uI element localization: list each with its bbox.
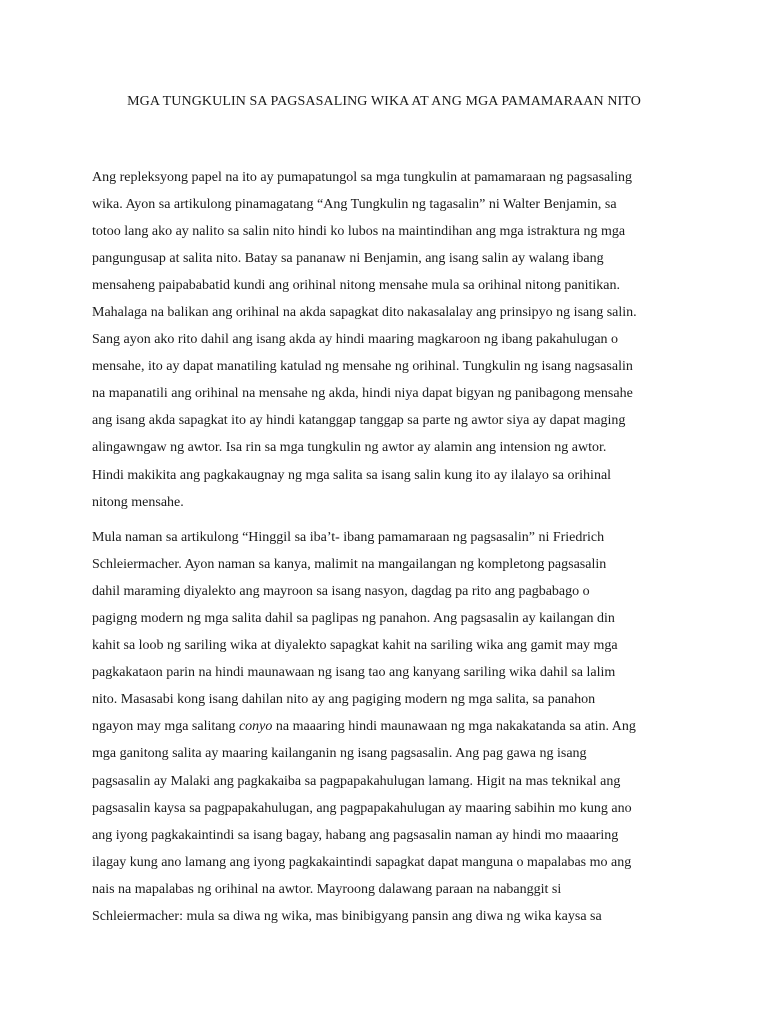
text-line: Sang ayon ako rito dahil ang isang akda ay hindi maaring magkaroon ng ibang pakahulugan o (92, 332, 619, 348)
text-line: pagsasalin ay Malaki ang pagkakaiba sa pagpapakahulugan lamang. Higit na mas teknikal ang (92, 773, 621, 789)
text-line: ang isang akda sapagkat ito ay hindi katanggap tanggap sa parte ng awtor siya ay dapat maging (92, 413, 626, 429)
text-line-with-italic (92, 713, 690, 740)
text-line: Hindi makikita ang pagkakaugnay ng mga salita sa isang salin kung ito ay ilalayo sa orihinal (92, 467, 612, 483)
text-run: na maaaring hindi maunawaan ng mga nakakatanda sa atin. Ang (272, 719, 636, 735)
paragraph-1 (92, 164, 690, 516)
document-title: MGA TUNGKULIN SA PAGSASALING WIKA AT ANG MGA PAMAMARAAN NITO (127, 94, 641, 109)
text-line: nais na mapalabas ng orihinal na awtor. Mayroong dalawang paraan na nabanggit si (92, 881, 562, 897)
text-line: pagkakataon parin na hindi maunawaan ng isang tao ang kanyang sariling wika dahil sa lalim (92, 665, 616, 681)
text-line: Ang repleksyong papel na ito ay pumapatungol sa mga tungkulin at pamamaraan ng pagsasaling (92, 170, 633, 185)
text-line: Schleiermacher: mula sa diwa ng wika, mas binibigyang pansin ang diwa ng wika kaysa sa (92, 908, 602, 924)
text-line: pagigng modern ng mga salita dahil sa paglipas ng panahon. Ang pagsasalin ay kailangan din (92, 611, 615, 627)
text-line: totoo lang ako ay nalito sa salin nito hindi ko lubos na maintindihan ang mga istraktura ng mga (92, 224, 626, 240)
text-line: nitong mensahe. (92, 494, 184, 510)
text-line: pangungusap at salita nito. Batay sa pananaw ni Benjamin, ang isang salin ay walang ibang (92, 251, 604, 267)
text-line: Schleiermacher. Ayon naman sa kanya, malimit na mangailangan ng kompletong pagsasalin (92, 557, 607, 573)
italic-word: conyo (238, 719, 273, 735)
text-line: Mahalaga na balikan ang orihinal na akda sapagkat dito nakasalalay ang prinsipyo ng isang salin. (92, 305, 637, 321)
document-body (92, 164, 690, 938)
text-line: mga ganitong salita ay maaring kailanganin ng isang pagsasalin. Ang pag gawa ng isang (92, 746, 587, 762)
text-line: alingawngaw ng awtor. Isa rin sa mga tungkulin ng awtor ay alamin ang intension ng awtor. (92, 440, 607, 456)
text-line: kahit sa loob ng sariling wika at diyalekto sapagkat kahit na sariling wika ang gamit may mga (92, 638, 618, 654)
text-line: dahil maraming diyalekto ang mayroon sa isang nasyon, dagdag pa rito ang pagbabago o (92, 584, 590, 600)
text-line: ang iyong pagkakaintindi sa isang bagay, habang ang pagsasalin naman ay hindi mo maaaring (92, 827, 619, 843)
text-line: ilagay kung ano lamang ang iyong pagkakaintindi sapagkat dapat manguna o mapalabas mo ang (92, 854, 632, 870)
text-line: wika. Ayon sa artikulong pinamagatang “Ang Tungkulin ng tagasalin” ni Walter Benjamin, sa (92, 197, 617, 213)
paragraph-2 (92, 524, 690, 930)
text-run: ngayon may mga salitang (92, 719, 239, 735)
text-line: mensahe, ito ay dapat manatiling katulad ng mensahe ng orihinal. Tungkulin ng isang nagsasalin (92, 359, 633, 375)
text-line: na mapanatili ang orihinal na mensahe ng akda, hindi niya dapat bigyan ng panibagong mensahe (92, 386, 633, 402)
text-line: mensaheng paipababatid kundi ang orihinal nitong mensahe mula sa orihinal nitong panitikan. (92, 278, 620, 294)
text-line: Mula naman sa artikulong “Hinggil sa iba’t- ibang pamamaraan ng pagsasalin” ni Friedrich (92, 530, 605, 546)
text-line: pagsasalin kaysa sa pagpapakahulugan, ang pagpapakahulugan ay maaring sabihin mo kung ano (92, 800, 632, 816)
text-line: nito. Masasabi kong isang dahilan nito ay ang pagiging modern ng mga salita, sa panahon (92, 692, 596, 708)
